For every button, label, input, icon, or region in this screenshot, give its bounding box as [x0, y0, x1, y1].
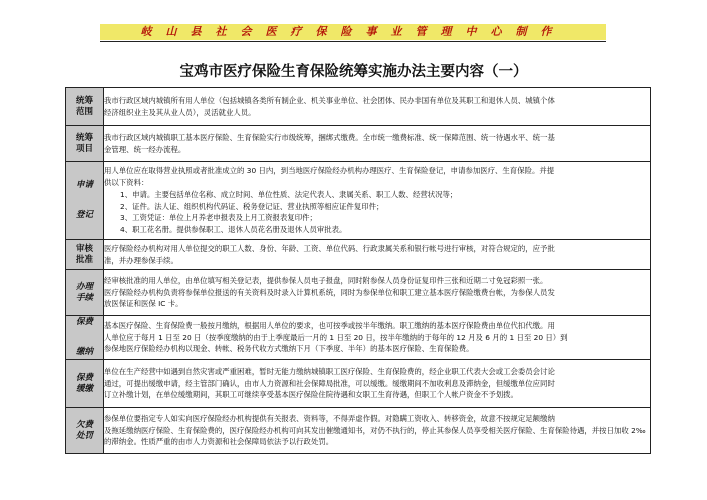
table-row: [66, 162, 651, 240]
document-title: 宝鸡市医疗保险生育保险统筹实施办法主要内容（一）: [179, 64, 528, 80]
row-content: [104, 270, 651, 316]
policy-table: [65, 87, 651, 454]
table-row: [66, 88, 651, 126]
content-line: 用人单位应在取得营业执照或者批准成立的 30 日内，到当地医疗保险经办机构办理医疗、生育保险登记，申请参加医疗、生育保险。并提: [104, 166, 555, 176]
content-line: 放医保证和医保 IC 卡。: [104, 299, 183, 309]
row-content: [104, 240, 651, 270]
table-row: [66, 408, 651, 454]
content-line: 订立补缴计划，在单位缓缴期间，其职工可继续享受基本医疗保险住院待遇和女职工生育待遇，但职工个人帐户资金不予划拨。: [104, 390, 518, 400]
content-line: 单位在生产经营中如遇到自然灾害或严重困难，暂时无能力缴纳城镇职工医疗保险、生育保险费的，经企业职工代表大会或工会委员会讨论: [104, 366, 555, 376]
content-line: 医疗保险经办机构对用人单位提交的职工人数、身份、年龄、工资、单位代码、行政隶属关系和银行帐号进行审核，对符合规定的，应予批: [104, 243, 555, 253]
row-label-text: 缴纳: [75, 347, 93, 357]
row-label: [66, 408, 104, 454]
content-line: 参保地医疗保险经办机构以现金、转帐、税务代收方式缴纳下月（下季度、半年）的基本医疗保险、生育保险费。: [104, 344, 474, 354]
row-label: [66, 162, 104, 240]
table-row: [66, 270, 651, 316]
table-row: [66, 360, 651, 408]
row-label: [66, 88, 104, 126]
banner-text: 岐山县社会医疗保险事业管理中心制作: [140, 25, 566, 38]
row-content: [104, 408, 651, 454]
row-label-text: 项目: [75, 143, 93, 154]
content-line: 准，并办理参保手续。: [104, 255, 178, 265]
row-label-text: 保费: [75, 317, 93, 327]
banner-divider: [100, 41, 606, 42]
table-row: [66, 240, 651, 270]
row-label-text: 处罚: [75, 430, 93, 441]
row-label: [66, 240, 104, 270]
header-banner: [100, 24, 606, 40]
content-line: 参保单位要指定专人如实向医疗保险经办机构提供有关报表、资料等，不得弄虚作假。对隐瞒工资收入、转移资金，故意不按规定足额缴纳: [104, 413, 555, 423]
row-label-text: 申请: [75, 180, 93, 190]
row-label-text: 统筹: [75, 132, 93, 143]
content-line: 经济组织业主及其从业人员），灵活就业人员。: [104, 107, 256, 117]
row-label-text: 手续: [75, 292, 93, 303]
content-line: 金管理、统一经办流程。: [104, 144, 186, 154]
content-line: 经审核批准的用人单位，由单位填写相关登记表，提供参保人员电子报盘，同时附参保人员身份证复印件三张和近期二寸免冠彩照一张。: [104, 275, 548, 285]
content-line: 通过，可提出缓缴申请，经主管部门确认，由市人力资源和社会保障局批准，可以缓缴。缓缴期间不加收利息及滞纳金，但缓缴单位应同时: [104, 378, 555, 388]
row-content: [104, 88, 651, 126]
content-line: 人单位应于每月 1 日至 20 日（按季度缴纳的由于上季度最后一月的 1 日至 20 日，按半年缴纳的于每年的 12 月及 6 月的 1 日至 20 日）到: [104, 332, 568, 342]
row-label: [66, 316, 104, 360]
row-label: [66, 126, 104, 162]
row-label-text: 办理: [75, 281, 93, 292]
table-row: [66, 126, 651, 162]
content-line: 3、工资凭证：单位上月养老申报表及上月工资报表复印件；: [120, 213, 317, 223]
row-label-text: 保费: [75, 372, 93, 383]
row-label-text: 统筹: [75, 95, 93, 106]
content-line: 我市行政区域内城镇所有用人单位（包括城镇各类所有制企业、机关事业单位、社会团体、民办非国有单位及其职工和退休人员、城镇个体: [104, 95, 555, 105]
row-label-text: 审核: [75, 243, 93, 254]
row-label: [66, 270, 104, 316]
row-label: [66, 360, 104, 408]
content-paragraph: 及拖延缴纳医疗保险、生育保险费的，医疗保险经办机构可向其发出催缴通知书，对仍不执行的，停止其参保人员享受相关医疗保险、生育保险待遇，并按日加收 2‰的滞纳金。性质严重的由市人力资源和社会保障局依法予以行政处罚。: [104, 425, 646, 447]
content-line: 4、职工花名册。提供参保职工、退休人员花名册及退休人员审批表。: [120, 225, 347, 235]
row-label-text: 范围: [75, 106, 93, 117]
row-label-text: 批准: [75, 254, 93, 265]
content-line: 1、申请。主要包括单位名称、成立时间、单位性质、法定代表人、隶属关系、职工人数、经营状况等；: [120, 189, 458, 199]
content-line: 供以下资料：: [104, 177, 149, 187]
content-line: 我市行政区域内城镇职工基本医疗保险、生育保险实行市级统筹，捆绑式缴费。全市统一缴费标准、统一保障范围、统一待遇水平、统一基: [104, 132, 555, 142]
content-line: 基本医疗保险、生育保险费一般按月缴纳，根据用人单位的要求，也可按季或按半年缴纳。职工缴纳的基本医疗保险费由单位代扣代缴。用: [104, 320, 555, 330]
content-line: 2、证件。法人证、组织机构代码证、税务登记证、营业执照等相应证件复印件；: [120, 201, 384, 211]
row-label-text: 登记: [75, 210, 93, 220]
row-content: [104, 126, 651, 162]
row-content: [104, 316, 651, 360]
content-line: 医疗保险经办机构负责将参保单位报送的有关资料及时录入计算机系统，同时为参保单位和职工建立基本医疗保险缴费台帐，为参保人员发: [104, 287, 555, 297]
row-label-text: 欠费: [75, 419, 93, 430]
table-row: [66, 316, 651, 360]
row-label-text: 缓缴: [75, 383, 93, 394]
row-content: [104, 360, 651, 408]
row-content: [104, 162, 651, 240]
